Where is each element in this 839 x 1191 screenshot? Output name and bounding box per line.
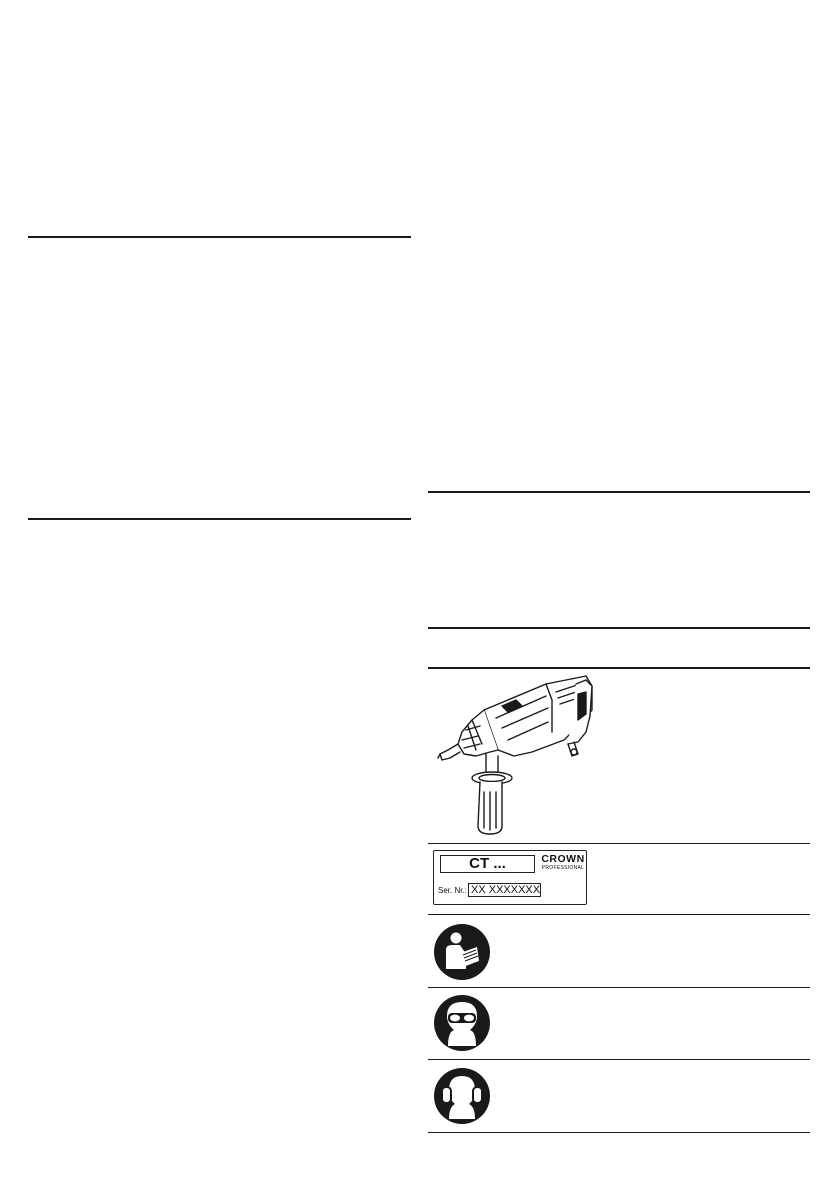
hammer-drill-illustration xyxy=(436,670,596,838)
table-row-divider xyxy=(428,914,810,915)
section-divider-left-2 xyxy=(28,518,411,520)
read-manual-icon xyxy=(433,923,491,981)
section-divider-left-1 xyxy=(28,236,411,238)
table-row-divider xyxy=(428,1059,810,1060)
model-number: CT ... xyxy=(440,855,535,873)
section-divider-right-1 xyxy=(428,491,810,493)
table-row-divider xyxy=(428,843,810,844)
serial-number: XX XXXXXXX xyxy=(468,883,541,897)
brand-name: CROWN xyxy=(541,853,585,865)
table-row-divider xyxy=(428,1132,810,1133)
eye-protection-icon xyxy=(433,994,491,1052)
table-row-divider xyxy=(428,987,810,988)
section-divider-right-2 xyxy=(428,627,810,629)
serial-label: Ser. Nr.: xyxy=(438,886,467,895)
brand-subtitle: PROFESSIONAL xyxy=(541,865,585,871)
brand-logo xyxy=(540,854,586,871)
table-row-divider xyxy=(428,667,810,669)
rating-plate xyxy=(433,850,587,905)
ear-protection-icon xyxy=(433,1067,491,1125)
